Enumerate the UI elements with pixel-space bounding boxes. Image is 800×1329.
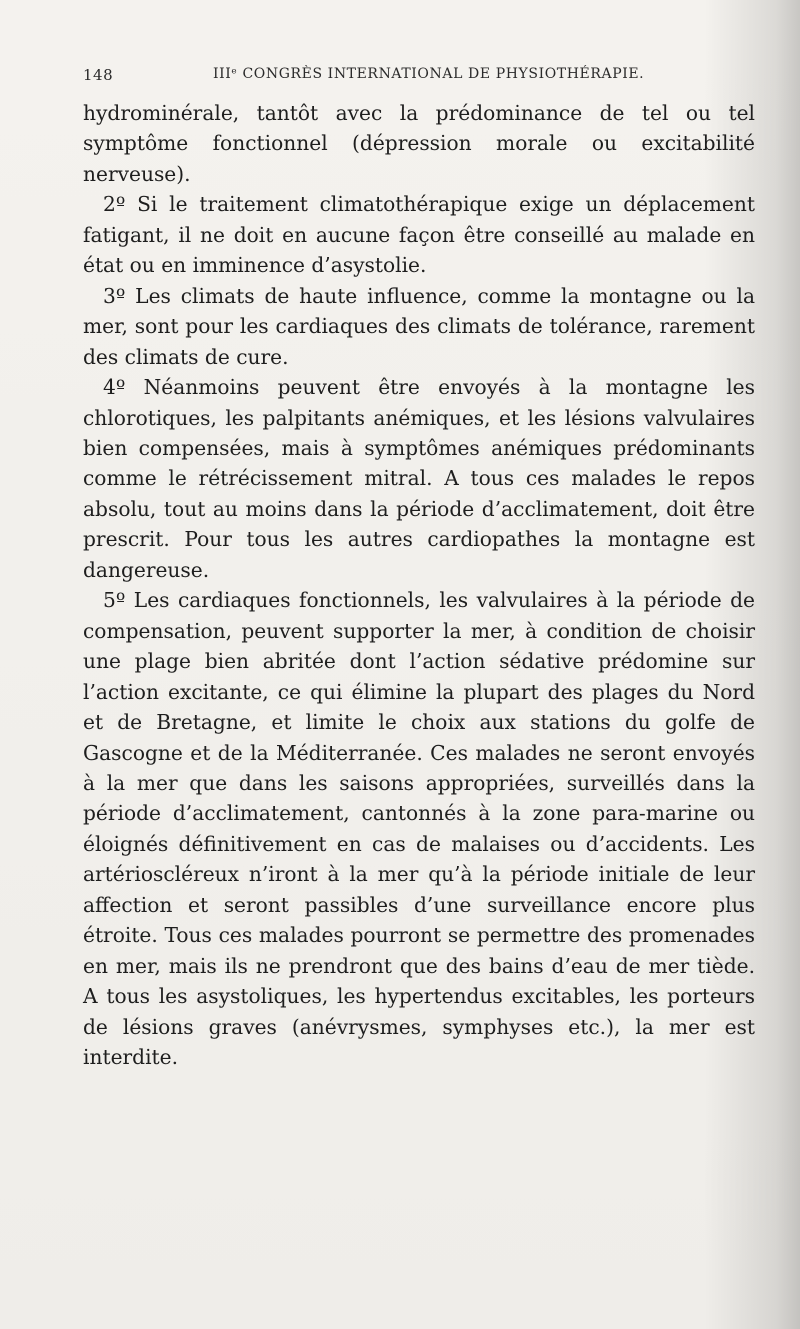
page-number: 148 [83, 66, 114, 84]
body-text [83, 98, 755, 1073]
page-header [83, 66, 753, 92]
paragraph-point-3: 3º Les climats de haute influence, comme la montagne ou la mer, sont pour les cardiaques des climats de tolérance, rarement des climats de cure. [83, 283, 755, 369]
paragraph-point-5: 5º Les cardiaques fonctionnels, les valvulaires à la période de compensation, peuvent supporter la mer, à condition de choisir une plage bien abritée dont l’action sédative prédomine sur l’action excitante, ce qui élimine la plupart des plages du Nord et de Bretagne, et limite le choix aux stations du golfe de Gascogne et de la Méditerranée. Ces malades ne seront envoyés à la mer que dans les saisons appropriées, surveillés dans la période d’acclimatement, cantonnés à la zone para-marine ou éloignés définitivement en cas de malaises ou d’accidents. Les artérioscléreux n’iront à la mer qu’à la période initiale de leur affection et seront passibles d’une surveillance encore plus étroite. Tous ces malades pourront se permettre des promenades en mer, mais ils ne prendront que des bains d’eau de mer tiède. A tous les asystoliques, les hypertendus excitables, les porteurs de lésions graves (anévrysmes, symphyses etc.), la mer est interdite. [83, 588, 755, 1070]
paragraph-point-4: 4º Néanmoins peuvent être envoyés à la montagne les chlorotiques, les palpitants anémiques, et les lésions valvulaires bien compensées, mais à symptômes anémiques prédominants comme le rétrécissement mitral. A tous ces malades le repos absolu, tout au moins dans la période d’acclimatement, doit être prescrit. Pour tous les autres cardiopathes la montagne est dangereuse. [83, 375, 755, 582]
paragraph-point-2: 2º Si le traitement climatothérapique exige un déplacement fatigant, il ne doit en aucune façon être conseillé au malade en état ou en imminence d’asystolie. [83, 192, 755, 278]
running-title: IIIᵉ CONGRÈS INTERNATIONAL DE PHYSIOTHÉRAPIE. [213, 66, 645, 82]
paragraph-continuation: hydrominérale, tantôt avec la prédominance de tel ou tel symptôme fonctionnel (dépression morale ou excitabilité nerveuse). [83, 101, 755, 186]
